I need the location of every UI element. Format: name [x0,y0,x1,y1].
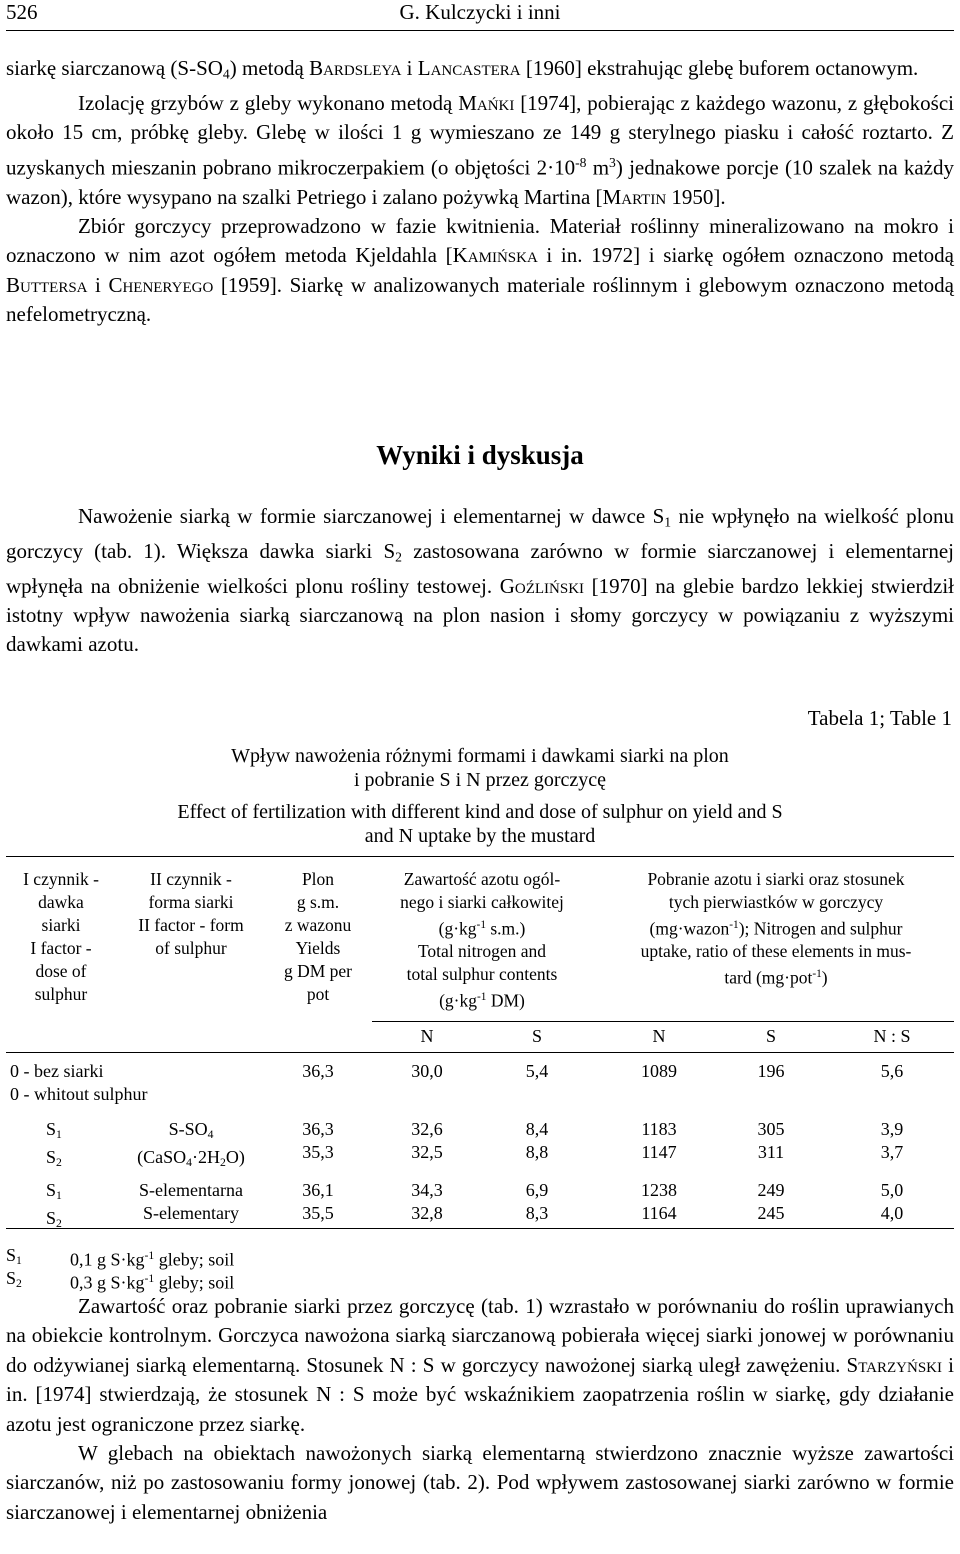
elemental-s-content: 6,9 8,3 [525,1180,549,1223]
control-yield: 36,3 [302,1061,334,1081]
section-title: Wyniki i dyskusja [376,440,584,470]
sulfate-n-content: 32,6 32,5 [411,1119,443,1162]
elemental-s-uptake: 249 245 [757,1180,785,1223]
subheader-rule [372,1021,954,1022]
control-s-uptake: 196 [757,1061,785,1081]
results-paragraph-1: Nawożenie siarką w formie siarczanowej i elementarnej w dawce $S_1$ nie wpłynęło na wielkość plonu gorczycy (tab. 1). Większa dawka siarki $S_2$ zastosowana zarówno w formie siarczanowej i elementarnej wpłynęła na obniżenie wielkości plonu rośliny testowej. Goźliński [1970] na glebie bardzo lekkiej stwierdził istotny wpływ nawożenia siarką siarczanową na plon nasion i słomy gorczycy w powiązaniu z wyższymi dawkami azotu. [6,504,954,657]
elemental-form-label: S-elementarna S-elementary [139,1180,243,1223]
control-n-content: 30,0 [411,1061,443,1081]
table-label: Tabela 1; Table 1 [807,706,952,730]
sulfate-s-uptake: 305 311 [757,1119,785,1162]
header-bottom-rule [6,1052,954,1053]
paragraph-3: Zbiór gorczycy przeprowadzono w fazie kwitnienia. Materiał roślinny mineralizowano na mokro i oznaczono w nim azot ogółem metoda Kjeldahla [Kamińska i in. 1972] i siarkę ogółem oznaczono metodą Buttersa i Cheneryego [1959]. Siarkę w analizowanych materiale roślinnym i glebowym oznaczono metodą nefelometryczną. [6,213,955,327]
subheader-s-uptake: S [765,1026,776,1046]
unit-gkg-dm: ($g\cdot kg^{-1}$ DM) [439,990,525,1011]
table-bottom-rule [6,1228,954,1229]
header-yield: Plon g s.m. z wazonu Yields g DM per pot [283,869,353,1004]
sulfate-n-uptake: 1183 1147 [641,1119,677,1162]
paragraph-1: siarkę siarczanową $(S-SO_4)$ metodą Bardsleya i Lancastera [1960] ekstrahując glebę buforem octanowym. [6,56,919,82]
sulfate-dose-labels: $S_1$ $S_2$ [46,1119,62,1169]
elemental-n-content: 34,3 32,8 [411,1180,443,1223]
subheader-n-content: N [420,1026,434,1046]
page: 526 G. Kulczycki i inni siarkę siarczanową $(S-SO_4)$ metodą Bardsleya i Lancastera [1960] ekstrahując glebę buforem octanowym. Izolację grzybów z gleby wykonano metodą Mańki [1974], pobierając z każdego wazonu, z głębokości około 15 cm, próbkę gleby. Glebę w ilości 1 g wymieszano ze 149 g sterylnego piasku i całość roztarto. Z uzyskanych mieszanin pobrano mikroczerpakiem (o objętości $2\cdot 10^{-8}$ $m^3$) jednakowe porcje (10 szalek na każdy wazon), które wysypano na szalki Petriego i zalano pożywką Martina [Martin 1950]. Zbiór gorczycy przeprowadzono w fazie kwitnienia. Materiał roślinny mineralizowano na mokro i oznaczono w nim azot ogółem metoda Kjeldahla [Kamińska i in. 1972] i siarkę ogółem oznaczono metodą Buttersa i Cheneryego [1959]. Siarkę w analizowanych materiale roślinnym i glebowym oznaczono metodą nefelometryczną. Wyniki i dyskusja Nawożenie siarką w formie siarczanowej i elementarnej w dawce $S_1$ nie wpłynęło na wielkość plonu gorczycy (tab. 1). Większa dawka siarki $S_2$ zastosowana zarówno w formie siarczanowej i elementarnej wpłynęła na obniżenie wielkości plonu rośliny testowej. Goźliński [1970] na glebie bardzo lekkiej stwierdził istotny wpływ nawożenia siarką siarczanową na plon nasion i słomy gorczycy w powiązaniu z wyższymi dawkami azotu. Tabela 1; Table 1 Wpływ nawożenia różnymi formami i dawkami siarki na plon i pobranie S i N przez gorczycę Effect of fertilization with different kind and dose of sulphur on yield and S and N uptake by the mustard I czynnik - dawka siarki I factor - dose of sulphur II czynnik - forma siarki II factor - form of sulphur Plon g s.m. z wazonu Yields g DM per pot Zawartość azotu ogól- nego i siarki całkowitej ($g\cdot kg^{-1}$ s.m.) Total nitrogen and total sulphur contents ($g\cdot kg^{-1}$ DM) Pobranie azotu i siarki oraz stosunek tych pierwiastków w gorczycy (mg·wazon$^{-1}$); Nitrogen and sulphur uptake, ratio of these elements in mus- tard (mg·pot$^{-1}$) N S N S N : S 0 - bez siarki 0 - whitout sulphur 36,3 30,0 5,4 1089 196 5,6 $S_1$ $S_2$ $S-SO_4$ $(CaSO_4\cdot 2H_2O)$ 36,3 35,3 32,6 32,5 8,4 8,8 1183 1147 305 311 3,9 3,7 $S_1$ $S_2$ S-elementarna S-elementary 36,1 35,5 34,3 32,8 6,9 8,3 1238 1164 249 245 5,0 4,0 $S_1$ 0,1 g $S\cdot kg^{-1}$ gleby; soil $S_2$ 0,3 g $S\cdot kg^{-1}$ gleby; soil Zawartość oraz pobranie siarki przez gorczycę (tab. 1) wzrastało w porównaniu do roślin uprawianych na obiekcie kontrolnym. Gorczyca nawożona siarką siarczanową pobierała więcej siarki jonowej w porównaniu do odżywianej siarką elementarną. Stosunek N : S w gorczycy nawożonej siarką uległ zawężeniu. Starzyński i in. [1974] stwierdzają, że stosunek N : S może być wskaźnikiem zaopatrzenia roślin w siarkę, gdy działanie azotu jest ograniczone przez siarkę. W glebach na obiektach nawożonych siarką elementarną stwierdzono znacznie wyższe zawartości siarczanów, niż po zastosowaniu formy jonowej (tab. 2). Pod wpływem zastosowanej siarki zarówno w formie siarczanowej i elementarnej obniżenia [6,0,954,31]
header-factor-1: I czynnik - dawka siarki I factor - dose of sulphur [23,869,99,1004]
sulfate-ns-ratio: 3,9 3,7 [880,1119,904,1162]
control-ns-ratio: 5,6 [880,1061,904,1081]
sulfate-yield: 36,3 35,3 [302,1119,334,1162]
caption-pl-line-2: i pobranie S i N przez gorczycę [353,769,607,791]
control-s-content: 5,4 [525,1061,549,1081]
paragraph-2: Izolację grzybów z gleby wykonano metodą Mańki [1974], pobierając z każdego wazonu, z głębokości około 15 cm, próbkę gleby. Glebę w ilości 1 g wymieszano ze 149 g sterylnego piasku i całość roztarto. Z uzyskanych mieszanin pobrano mikroczerpakiem (o objętości $2\cdot 10^{-8}$ $m^3$) jednakowe porcje (10 szalek na każdy wazon), które wysypano na szalki Petriego i zalano pożywką Martina [Martin 1950]. [6,90,955,209]
subheader-n-uptake: N [652,1026,666,1046]
header-factor-2: II czynnik - forma siarki II factor - form of sulphur [138,869,244,958]
discussion-paragraph-1: Zawartość oraz pobranie siarki przez gorczycę (tab. 1) wzrastało w porównaniu do roślin uprawianych na obiekcie kontrolnym. Gorczyca nawożona siarką siarczanową pobierała więcej siarki jonowej w porównaniu do odżywianej siarką elementarną. Stosunek N : S w gorczycy nawożonej siarką uległ zawężeniu. Starzyński i in. [1974] stwierdzają, że stosunek N : S może być wskaźnikiem zaopatrzenia roślin w siarkę, gdy działanie azotu jest ograniczone przez siarkę. [6,1294,954,1436]
sulfate-form-label: $S-SO_4$ $(CaSO_4\cdot 2H_2O)$ [137,1119,245,1169]
header-uptake: Pobranie azotu i siarki oraz stosunek tych pierwiastków w gorczycy (mg·wazon$^{-1}$); Nitrogen and sulphur uptake, ratio of these elements in mus- tard (mg·pot$^{-1}$) [604,868,948,990]
page-header [6,0,954,31]
sulfate-s-content: 8,4 8,8 [525,1119,549,1162]
unit-gkg-sm: ($g\cdot kg^{-1}$ s.m.) [438,918,526,939]
data-table [6,856,954,1230]
elemental-n-uptake: 1238 1164 [641,1180,677,1223]
unit-mg-wazon: (mg·wazon$^{-1}$); Nitrogen and sulphur [649,918,903,939]
caption-pl-line-1: Wpływ nawożenia różnymi formami i dawkami siarki na plon [231,745,729,767]
unit-mg-pot: tard (mg·pot$^{-1}$) [724,967,828,988]
caption-en-line-1: Effect of fertilization with different kind and dose of sulphur on yield and S [177,801,783,823]
table-top-rule [6,856,954,857]
elemental-ns-ratio: 5,0 4,0 [880,1180,904,1223]
control-n-uptake: 1089 [641,1061,677,1081]
page-number: 526 [6,0,38,24]
results-text [6,502,954,660]
subheader-ns-ratio: N : S [873,1026,911,1046]
methods-text [6,54,954,330]
caption-en-line-2: and N uptake by the mustard [364,825,596,847]
discussion-paragraph-2: W glebach na obiektach nawożonych siarką elementarną stwierdzono znacznie wyższe zawartości siarczanów, niż po zastosowaniu formy jonowej (tab. 2). Pod wpływem zastosowanej siarki zarówno w formie siarczanowej i elementarnej obniżenia [6,1441,954,1524]
subheader-s-content: S [531,1026,542,1046]
elemental-yield: 36,1 35,5 [302,1180,334,1223]
header-contents: Zawartość azotu ogól- nego i siarki całkowitej ($g\cdot kg^{-1}$ s.m.) Total nitrogen and total sulphur contents ($g\cdot kg^{-1}$ DM) [372,868,592,1013]
running-title: G. Kulczycki i inni [399,0,561,24]
elemental-dose-labels: $S_1$ $S_2$ [46,1180,62,1230]
discussion-text [6,1292,954,1527]
table-caption-en [6,800,954,848]
table-caption-pl [6,744,954,792]
control-label: 0 - bez siarki 0 - whitout sulphur [10,1061,148,1104]
